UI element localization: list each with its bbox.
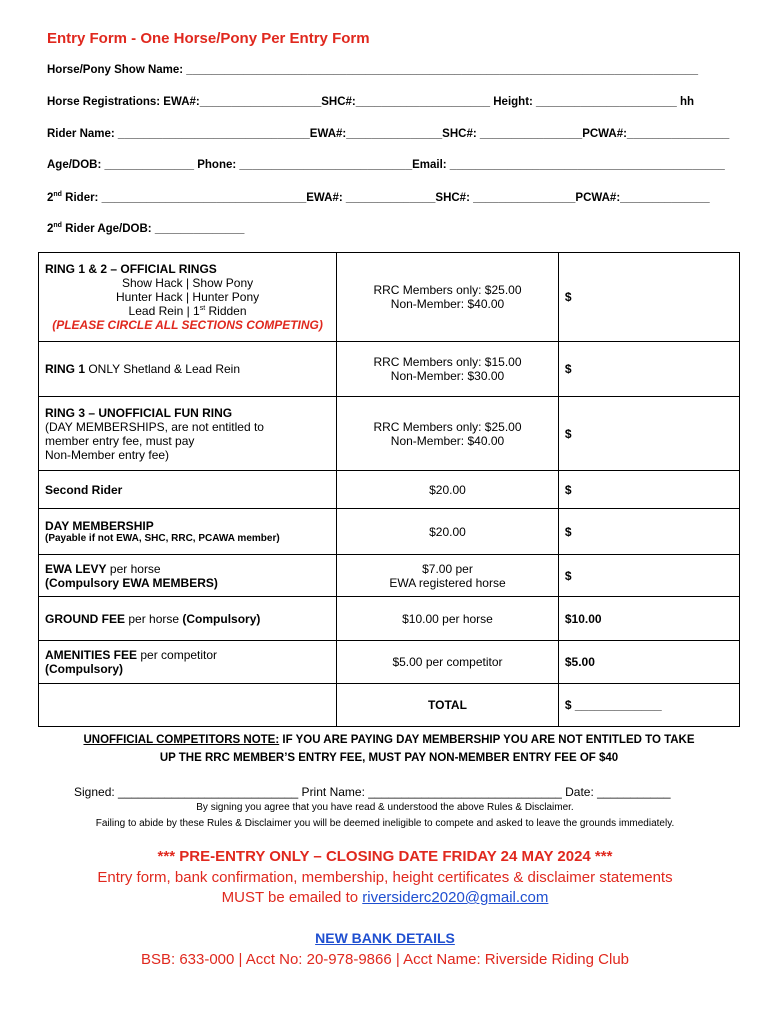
unofficial-note xyxy=(38,731,740,767)
ring12-title: RING 1 & 2 – OFFICIAL RINGS xyxy=(45,262,217,276)
day-membership-note: (Payable if not EWA, SHC, RRC, PCAWA member) xyxy=(45,533,280,544)
table-row xyxy=(39,509,740,555)
ewa-levy-amount[interactable]: $ xyxy=(558,555,739,597)
agreement-line1: By signing you agree that you have read & understood the above Rules & Disclaimer. xyxy=(196,802,574,813)
ring3-title: RING 3 – UNOFFICIAL FUN RING xyxy=(45,405,233,420)
table-row xyxy=(39,397,740,471)
ring3-cell xyxy=(39,397,337,471)
ring12-amount[interactable]: $ xyxy=(558,253,739,342)
amenities-note: (Compulsory) xyxy=(45,662,123,676)
ground-fee-amount: $10.00 xyxy=(558,597,739,641)
agreement-line2: Failing to abide by these Rules & Disclaimer you will be deemed ineligible to compete and asked to leave the grounds immediately. xyxy=(95,818,675,829)
fee-table xyxy=(38,252,740,727)
second-rider-label: Second Rider xyxy=(39,471,337,509)
ring3-price-nonmember: Non-Member: $40.00 xyxy=(390,433,505,448)
second-rider-sup: nd xyxy=(53,191,62,198)
pre-entry-notice: *** PRE-ENTRY ONLY – CLOSING DATE FRIDAY 24 MAY 2024 *** xyxy=(157,848,613,865)
ring1-bold: RING 1 xyxy=(45,362,86,376)
amenities-amount: $5.00 xyxy=(558,641,739,684)
amenities-fee-cell xyxy=(39,641,337,684)
unofficial-note-text2: UP THE RRC MEMBER’S ENTRY FEE, MUST PAY NON-MEMBER ENTRY FEE OF $40 xyxy=(159,752,619,764)
email-instructions xyxy=(0,889,770,906)
bank-details: BSB: 633-000 | Acct No: 20-978-9866 | Acct Name: Riverside Riding Club xyxy=(140,951,630,968)
ring1-amount[interactable]: $ xyxy=(558,342,739,397)
table-row xyxy=(39,684,740,727)
ring3-line3: Non-Member entry fee) xyxy=(45,447,170,462)
day-membership-title: DAY MEMBERSHIP xyxy=(45,519,154,533)
ground-fee-bold: GROUND FEE xyxy=(45,611,126,626)
ring3-line2: member entry fee, must pay xyxy=(45,433,195,448)
ewa-levy-rest: per horse xyxy=(106,561,161,576)
amenities-rest: per competitor xyxy=(137,648,218,662)
bank-heading: NEW BANK DETAILS xyxy=(315,930,455,946)
form-title: Entry Form - One Horse/Pony Per Entry Form xyxy=(47,30,370,47)
day-membership-price: $20.00 xyxy=(337,509,559,555)
email-link[interactable]: riversiderc2020@gmail.com xyxy=(362,889,549,906)
total-empty-cell xyxy=(39,684,337,727)
ring12-line1: Show Hack | Show Pony xyxy=(121,276,254,290)
ewa-levy-bold: EWA LEVY xyxy=(45,561,107,576)
ring12-line3a: Lead Rein | 1 xyxy=(128,304,200,318)
second-rider-field[interactable] xyxy=(47,191,710,204)
ewa-levy-price xyxy=(337,555,559,597)
ring12-price-member: RRC Members only: $25.00 xyxy=(373,283,522,297)
ewa-levy-price1: $7.00 per xyxy=(422,561,473,576)
second-rider-amount[interactable]: $ xyxy=(558,471,739,509)
ring3-price-member: RRC Members only: $25.00 xyxy=(373,419,522,434)
entry-instructions: Entry form, bank confirmation, membership, height certificates & disclaimer statements xyxy=(97,869,673,886)
table-row xyxy=(39,641,740,684)
day-membership-amount[interactable]: $ xyxy=(558,509,739,555)
ground-fee-cell xyxy=(39,597,337,641)
amenities-bold: AMENITIES FEE xyxy=(45,648,138,662)
rider-field[interactable]: Rider Name: ______________________________EWA#:_______________SHC#: ________________PCWA#:________________ xyxy=(47,128,730,140)
signature-line[interactable]: Signed: ___________________________ Print Name: _____________________________ Date: ___________ xyxy=(74,785,671,799)
email-prefix: MUST be emailed to xyxy=(221,889,363,906)
ring12-circle-note: (PLEASE CIRCLE ALL SECTIONS COMPETING) xyxy=(52,318,323,332)
ring1-rest: ONLY Shetland & Lead Rein xyxy=(85,362,241,376)
ring1-price xyxy=(337,342,559,397)
ring3-line1: (DAY MEMBERSHIPS, are not entitled to xyxy=(45,419,264,434)
ring12-line2: Hunter Hack | Hunter Pony xyxy=(115,290,260,304)
second-rider-price: $20.00 xyxy=(337,471,559,509)
ewa-levy-cell xyxy=(39,555,337,597)
ground-fee-note: (Compulsory) xyxy=(182,611,261,626)
table-row xyxy=(39,342,740,397)
amenities-price: $5.00 per competitor xyxy=(337,641,559,684)
table-row xyxy=(39,471,740,509)
second-rider-age-sup: nd xyxy=(53,222,62,229)
ring1-cell xyxy=(39,342,337,397)
total-amount[interactable]: $ _____________ xyxy=(558,684,739,727)
ring12-price-nonmember: Non-Member: $40.00 xyxy=(390,297,505,311)
table-row xyxy=(39,253,740,342)
day-membership-cell xyxy=(39,509,337,555)
ring1-price-member: RRC Members only: $15.00 xyxy=(373,355,522,369)
second-rider-age-text: Rider Age/DOB: ______________ xyxy=(61,222,245,235)
table-row xyxy=(39,597,740,641)
second-rider-age-num: 2 xyxy=(47,222,54,235)
ring12-line3sup: st xyxy=(199,305,206,312)
amenities-line xyxy=(45,648,330,662)
total-label: TOTAL xyxy=(337,684,559,727)
ground-fee-rest: per horse xyxy=(125,611,183,626)
unofficial-note-lead: UNOFFICIAL COMPETITORS NOTE: xyxy=(83,734,280,746)
ring1-price-nonmember: Non-Member: $30.00 xyxy=(390,369,505,383)
ring3-price xyxy=(337,397,559,471)
age-phone-email-field[interactable]: Age/DOB: ______________ Phone: ___________________________Email: ___________________________________________ xyxy=(47,159,725,171)
ring12-cell xyxy=(39,253,337,342)
second-rider-age-field[interactable] xyxy=(47,222,244,235)
show-name-field[interactable]: Horse/Pony Show Name: ________________________________________________________________________________ xyxy=(47,64,698,76)
ewa-levy-line xyxy=(45,562,330,576)
second-rider-text: Rider: ________________________________EWA#: ______________SHC#: ________________PCWA#:______________ xyxy=(61,191,710,204)
ring12-price xyxy=(337,253,559,342)
ring12-line3 xyxy=(45,304,330,318)
second-rider-num: 2 xyxy=(47,191,54,204)
table-row xyxy=(39,555,740,597)
unofficial-note-text1: IF YOU ARE PAYING DAY MEMBERSHIP YOU ARE NOT ENTITLED TO TAKE xyxy=(279,734,695,746)
ewa-levy-note: (Compulsory EWA MEMBERS) xyxy=(45,575,218,590)
ground-fee-price: $10.00 per horse xyxy=(337,597,559,641)
registrations-field[interactable]: Horse Registrations: EWA#:___________________SHC#:_____________________ Height: ______________________ hh xyxy=(47,96,695,108)
ring3-amount[interactable]: $ xyxy=(558,397,739,471)
ring12-line3b: Ridden xyxy=(205,304,247,318)
ewa-levy-price2: EWA registered horse xyxy=(389,575,506,590)
